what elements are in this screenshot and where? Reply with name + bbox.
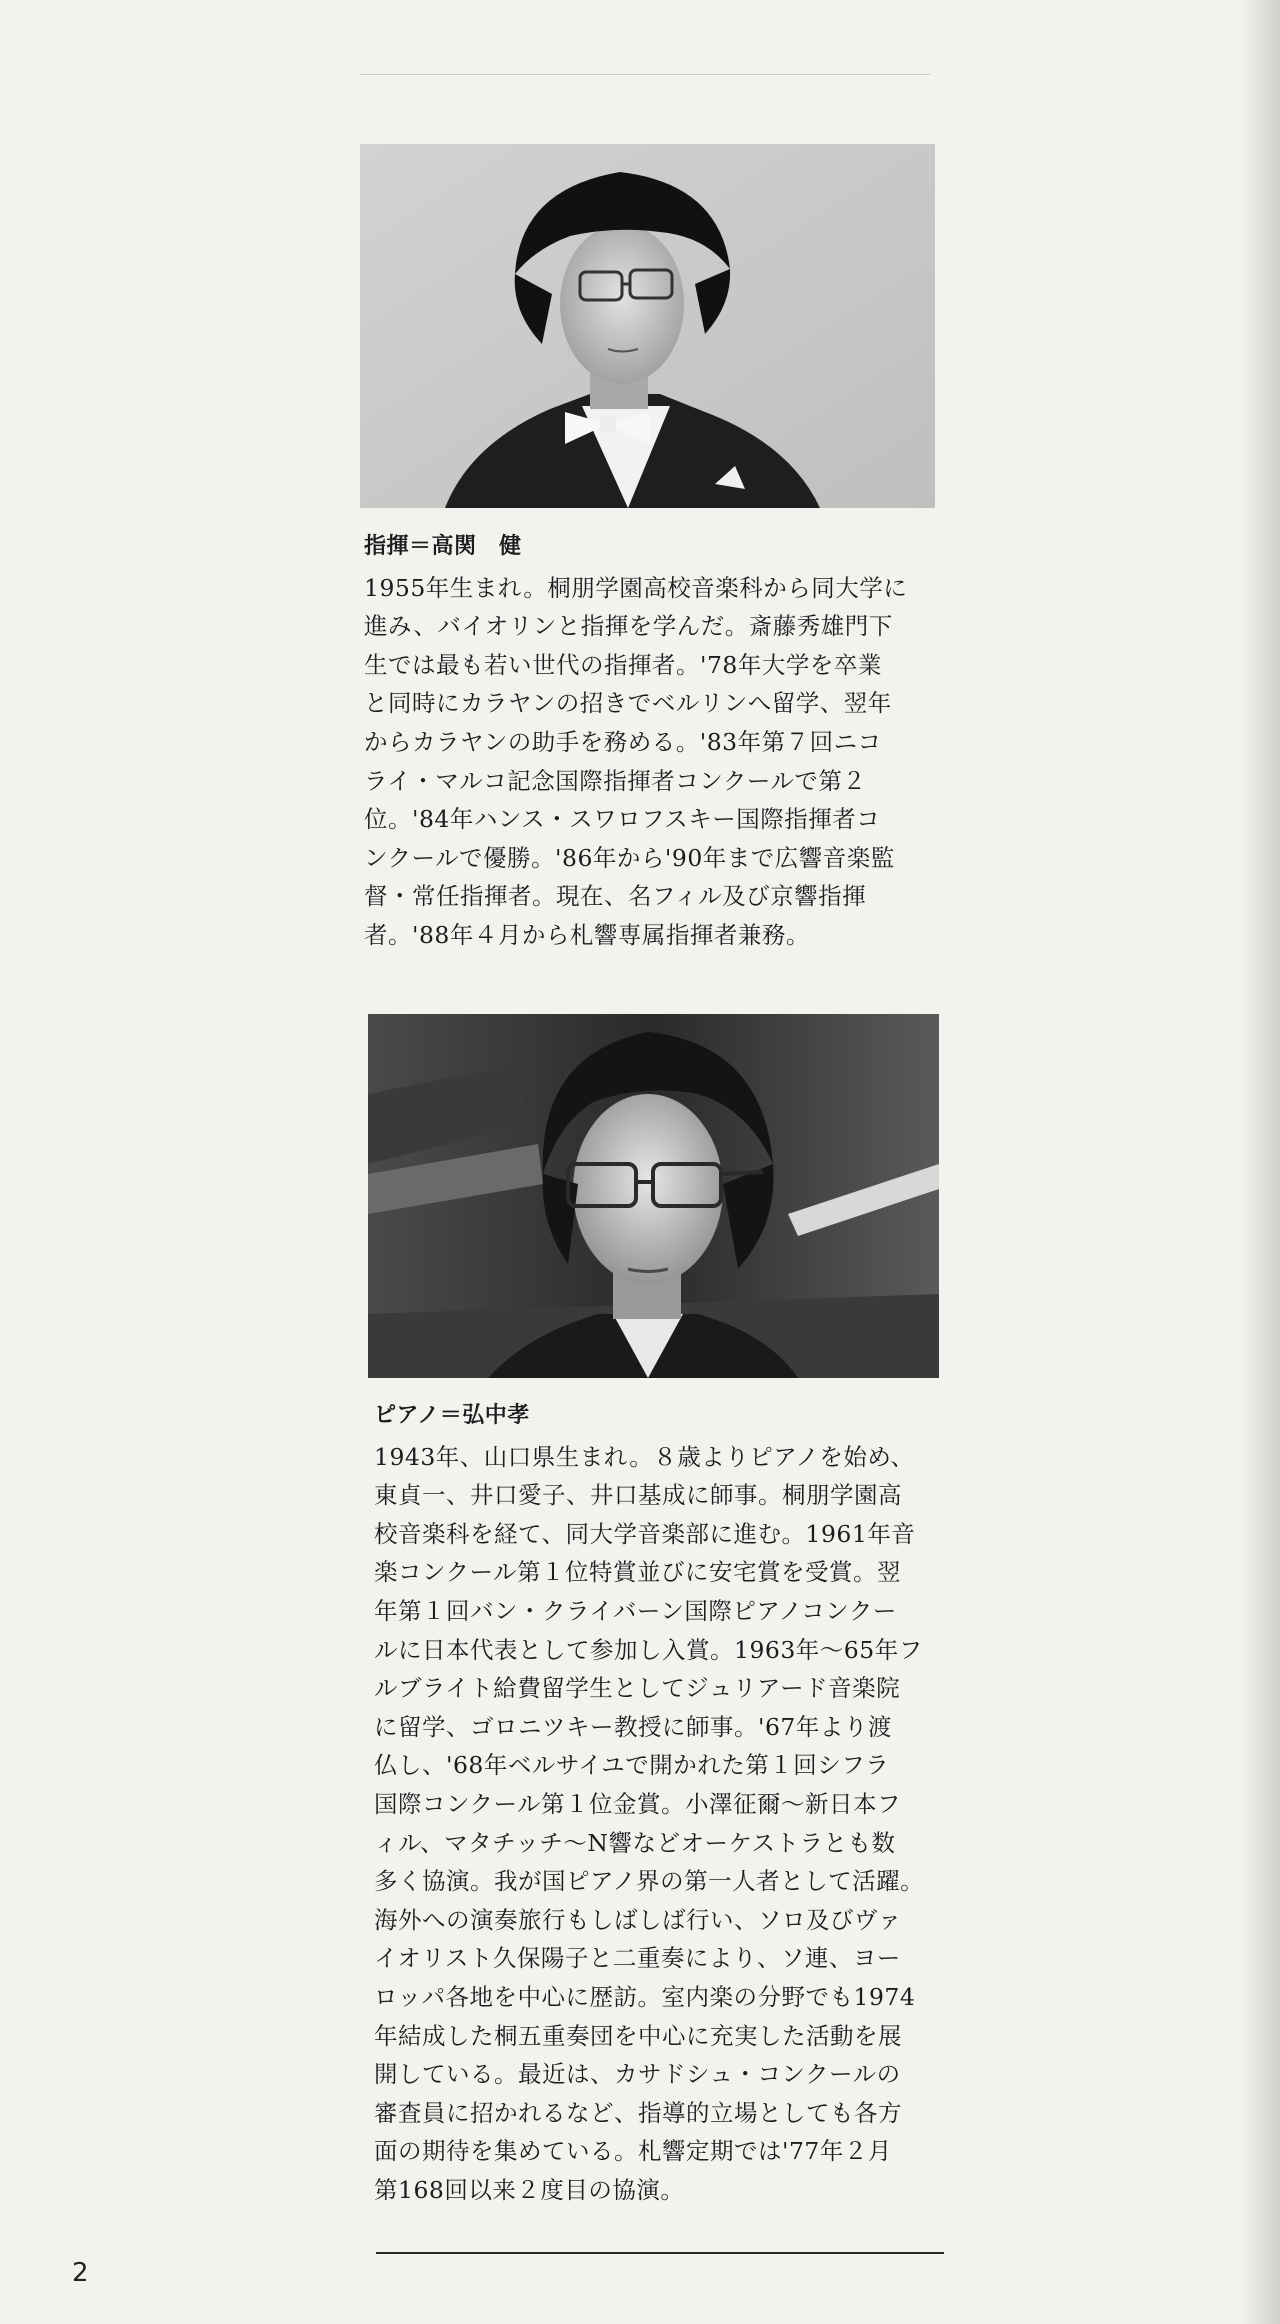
bio-line: 校音楽科を経て、同大学音楽部に進む。1961年音 bbox=[374, 1519, 916, 1548]
bio-line: 年結成した桐五重奏団を中心に充実した活動を展 bbox=[374, 2021, 902, 2050]
conductor-portrait-photo bbox=[360, 144, 935, 508]
bio-line: ライ・マルコ記念国際指揮者コンクールで第２ bbox=[364, 766, 867, 795]
bio-line: 1955年生まれ。桐朋学園高校音楽科から同大学に bbox=[364, 573, 908, 602]
conductor-name-heading: 指揮＝高関 健 bbox=[364, 534, 522, 559]
bio-line: イオリスト久保陽子と二重奏により、ソ連、ヨー bbox=[374, 1944, 901, 1973]
bio-line: に留学、ゴロニツキー教授に師事。'67年より渡 bbox=[374, 1712, 892, 1741]
bottom-rule bbox=[376, 2252, 944, 2254]
page-number: 2 bbox=[72, 2258, 89, 2288]
bio-line: 開している。最近は、カサドシュ・コンクールの bbox=[374, 2060, 901, 2089]
bio-line: 海外への演奏旅行もしばしば行い、ソロ及びヴァ bbox=[374, 1905, 902, 1934]
page-edge-shadow bbox=[1240, 0, 1280, 2324]
bio-line: ンクールで優勝。'86年から'90年まで広響音楽監 bbox=[364, 843, 895, 872]
bio-line: 楽コンクール第１位特賞並びに安宅賞を受賞。翌 bbox=[374, 1558, 902, 1587]
bio-line: 東貞一、井口愛子、井口基成に師事。桐朋学園高 bbox=[374, 1481, 902, 1510]
bio-line: 審査員に招かれるなど、指導的立場としても各方 bbox=[374, 2098, 902, 2127]
conductor-bio bbox=[364, 528, 954, 955]
bio-line: 仏し、'68年ベルサイユで開かれた第１回シフラ bbox=[374, 1751, 890, 1780]
bio-line: 国際コンクール第１位金賞。小澤征爾～新日本フ bbox=[374, 1789, 902, 1818]
bio-line: 多く協演。我が国ピアノ界の第一人者として活躍。 bbox=[374, 1867, 925, 1896]
bio-line: 進み、バイオリンと指揮を学んだ。斎藤秀雄門下 bbox=[364, 612, 893, 641]
bio-line: ルブライト給費留学生としてジュリアード音楽院 bbox=[374, 1674, 901, 1703]
bio-line: 面の期待を集めている。札響定期では'77年２月 bbox=[374, 2137, 892, 2166]
bio-line: ィル、マタチッチ～N響などオーケストラとも数 bbox=[374, 1828, 896, 1857]
bio-line: からカラヤンの助手を務める。'83年第７回ニコ bbox=[364, 727, 882, 756]
bio-line: 第168回以来２度目の協演。 bbox=[374, 2175, 685, 2204]
top-rule bbox=[360, 74, 930, 75]
bio-line: 者。'88年４月から札響専属指揮者兼務。 bbox=[364, 920, 810, 949]
bio-line: 生では最も若い世代の指揮者。'78年大学を卒業 bbox=[364, 650, 882, 679]
pianist-bio bbox=[374, 1397, 974, 2209]
pianist-name-heading: ピアノ＝弘中孝 bbox=[374, 1403, 530, 1428]
bio-line: 位。'84年ハンス・スワロフスキー国際指揮者コ bbox=[364, 805, 881, 834]
bio-line: ルに日本代表として参加し入賞。1963年～65年フ bbox=[374, 1635, 923, 1664]
bio-line: ロッパ各地を中心に歴訪。室内楽の分野でも1974 bbox=[374, 1982, 916, 2011]
bio-line: 督・常任指揮者。現在、名フィル及び京響指揮 bbox=[364, 882, 867, 911]
bio-line: 年第１回バン・クライバーン国際ピアノコンクー bbox=[374, 1596, 897, 1625]
pianist-portrait-photo bbox=[368, 1014, 939, 1378]
bio-line: 1943年、山口県生まれ。８歳よりピアノを始め、 bbox=[374, 1442, 915, 1471]
bio-line: と同時にカラヤンの招きでベルリンへ留学、翌年 bbox=[364, 689, 892, 718]
